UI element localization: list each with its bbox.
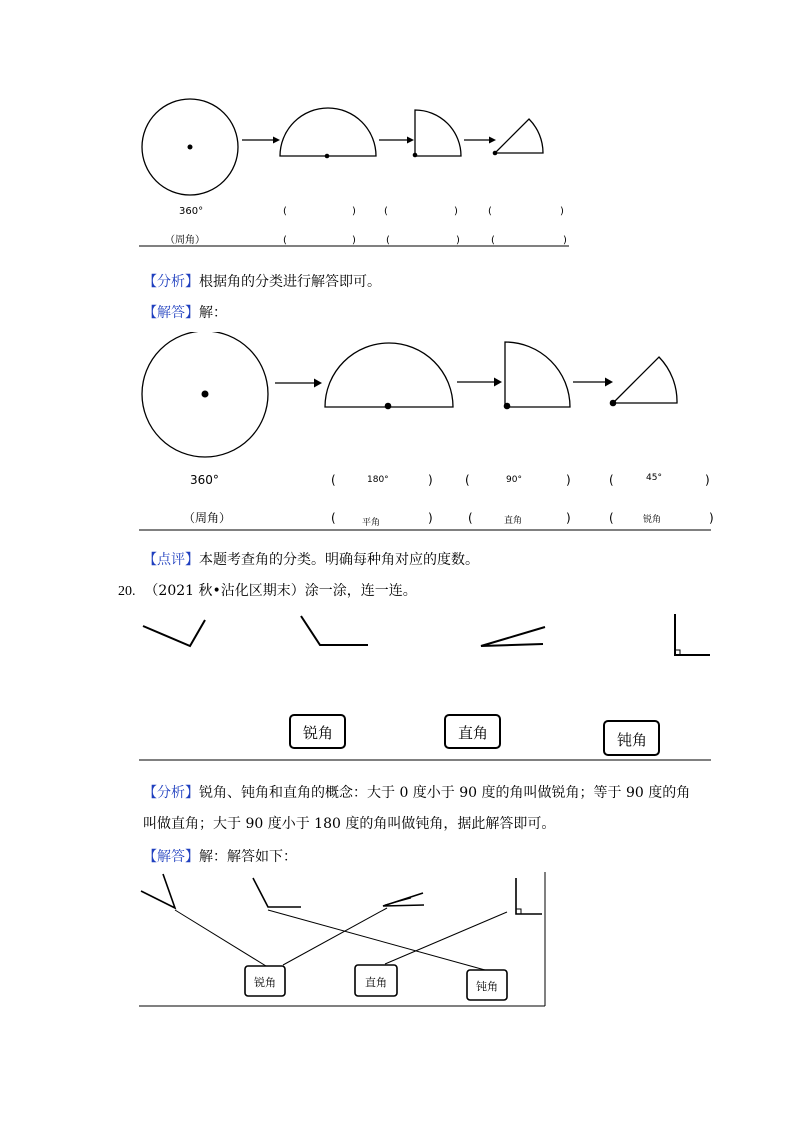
svg-text:): ) — [709, 511, 714, 525]
svg-text:(: ( — [331, 473, 336, 487]
svg-text:(: ( — [465, 473, 470, 487]
full-angle-degree: 360° — [190, 473, 219, 487]
comment-tag: 【点评】 — [143, 552, 199, 568]
svg-text:(: ( — [386, 235, 390, 246]
arrow-2 — [379, 137, 414, 144]
svg-text:): ) — [566, 473, 571, 487]
quarter-circle — [505, 342, 570, 407]
semicircle — [325, 343, 453, 407]
svg-text:(: ( — [491, 235, 495, 246]
analysis-tag: 【分析】 — [143, 785, 199, 801]
label-box-obtuse — [467, 970, 507, 1000]
circle-center-dot — [188, 145, 193, 150]
svg-text:(: ( — [283, 206, 287, 217]
answer-tag: 【解答】 — [143, 305, 199, 321]
narrow-acute-angle-shape — [481, 627, 545, 646]
answer-text: 解： — [199, 305, 227, 321]
match-obtuse-to-obtuse-box — [268, 910, 485, 970]
svg-text:(: ( — [283, 235, 287, 246]
label-box-acute — [290, 715, 345, 748]
degree-answers — [331, 473, 710, 487]
svg-text:钝角: 钝角 — [616, 731, 648, 749]
answer-tag: 【解答】 — [143, 849, 199, 865]
answer-paragraph-2 — [143, 847, 297, 867]
obtuse-angle-shape — [253, 878, 301, 907]
angle-progression-figure-question — [135, 92, 575, 252]
arrow-3 — [464, 137, 496, 144]
question-20 — [118, 581, 417, 602]
analysis-text-line-1: 锐角、钝角和直角的概念：大于 0 度小于 90 度的角叫做锐角；等于 90 度的角 — [199, 785, 691, 801]
angle-matching-figure-question — [135, 608, 715, 763]
comment-text: 本题考查角的分类。明确每种角对应的度数。 — [199, 552, 479, 568]
analysis-paragraph-1 — [143, 272, 381, 292]
label-box-obtuse — [604, 721, 659, 755]
semicircle-center-dot — [385, 403, 392, 410]
eighth-circle-name: 锐角 — [643, 515, 662, 525]
match-acute-to-obtuse-box — [175, 910, 266, 966]
semicircle-degree: 180° — [367, 475, 389, 485]
arrow-2 — [457, 378, 502, 387]
analysis-paragraph-2-line-2 — [143, 814, 555, 834]
analysis-tag: 【分析】 — [143, 274, 199, 290]
name-blanks — [283, 235, 567, 246]
full-angle-name: （周角） — [183, 511, 232, 525]
acute-angle-shape — [141, 874, 175, 908]
quarter-circle-name: 直角 — [504, 516, 523, 526]
full-angle-degree: 360° — [179, 206, 204, 217]
svg-text:(: ( — [609, 473, 614, 487]
svg-text:): ) — [563, 235, 567, 246]
question-text: （2021 秋•沾化区期末）涂一涂，连一连。 — [144, 583, 417, 599]
question-number: 20. — [118, 584, 136, 599]
semicircle-center-dot — [325, 154, 330, 159]
quarter-circle — [415, 110, 461, 156]
svg-text:钝角: 钝角 — [476, 980, 498, 993]
quarter-circle-vertex-dot — [413, 153, 418, 158]
svg-text:锐角: 锐角 — [254, 976, 276, 989]
full-angle-name: （周角） — [165, 235, 205, 246]
svg-text:): ) — [566, 511, 571, 525]
eighth-circle-vertex-dot — [493, 151, 498, 156]
obtuse-angle-shape — [301, 616, 368, 645]
svg-text:): ) — [352, 235, 356, 246]
svg-text:(: ( — [468, 511, 473, 525]
angle-matching-figure-answer — [135, 866, 550, 1011]
semicircle — [280, 108, 376, 156]
eighth-circle-vertex-dot — [610, 400, 617, 407]
narrow-acute-angle-shape — [383, 893, 424, 906]
answer-text: 解：解答如下： — [199, 849, 297, 865]
arrow-1 — [242, 137, 280, 144]
svg-text:): ) — [454, 206, 458, 217]
eighth-circle — [495, 119, 543, 153]
matching-lines — [175, 908, 507, 970]
answer-paragraph-1 — [143, 303, 227, 323]
analysis-text-line-2: 叫做直角；大于 90 度小于 180 度的角叫做钝角，据此解答即可。 — [143, 816, 556, 832]
svg-text:(: ( — [488, 206, 492, 217]
svg-text:(: ( — [384, 206, 388, 217]
right-angle-shape — [675, 614, 710, 655]
svg-text:): ) — [428, 511, 433, 525]
analysis-paragraph-2 — [143, 783, 690, 803]
eighth-circle — [613, 357, 677, 403]
label-box-right — [355, 965, 397, 996]
svg-text:锐角: 锐角 — [302, 724, 334, 742]
eighth-circle-degree: 45° — [646, 473, 662, 483]
svg-text:(: ( — [609, 511, 614, 525]
analysis-text: 根据角的分类进行解答即可。 — [199, 274, 381, 290]
arrow-3 — [573, 378, 613, 387]
svg-text:): ) — [352, 206, 356, 217]
svg-text:): ) — [456, 235, 460, 246]
svg-text:): ) — [705, 473, 710, 487]
comment-paragraph — [143, 550, 479, 570]
label-box-acute — [245, 966, 285, 996]
match-right-to-right-box — [385, 912, 507, 964]
semicircle-name: 平角 — [362, 518, 381, 528]
degree-blanks — [283, 206, 564, 217]
svg-text:): ) — [560, 206, 564, 217]
svg-text:直角: 直角 — [457, 724, 489, 742]
quarter-circle-vertex-dot — [504, 403, 511, 410]
svg-text:): ) — [428, 473, 433, 487]
acute-angle-shape — [143, 620, 205, 646]
label-box-right — [445, 715, 500, 748]
svg-text:(: ( — [331, 511, 336, 525]
circle-center-dot — [202, 391, 209, 398]
quarter-circle-degree: 90° — [506, 475, 522, 485]
right-angle-shape — [516, 878, 542, 914]
angle-progression-figure-answer — [135, 332, 715, 534]
svg-text:直角: 直角 — [365, 976, 387, 989]
name-answers — [331, 511, 714, 528]
arrow-1 — [275, 379, 322, 388]
match-narrow-acute-to-acute-box — [283, 908, 387, 965]
